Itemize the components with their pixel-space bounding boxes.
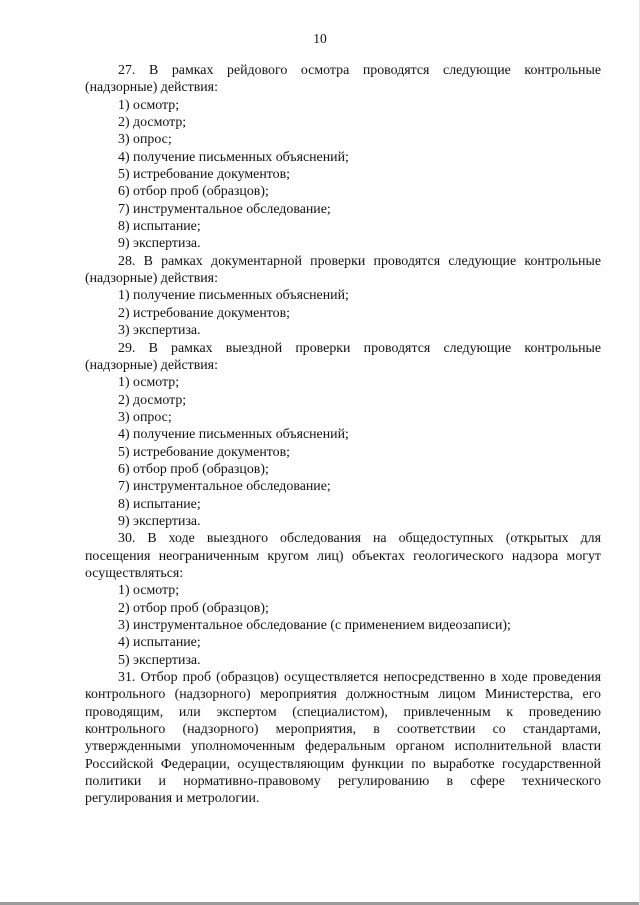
list-item: 2) досмотр; (118, 392, 187, 408)
paragraph-31: 31. Отбор проб (образцов) осуществляется непосредственно в ходе проведения контрольного (надзорного) мероприятия должностным лицом Министерства, его проводящим, или экспертом (специалистом), привлеченным к проведению контрольного (надзорного) мероприятия, в соответствии со стандартами, утвержденными уполномоченным федеральным органом исполнительной власти Российской Федерации, осуществляющим функции по выработке государственной политики и нормативно-правовому регулированию в сфере технического регулирования и метрологии. (85, 670, 601, 807)
list-item: 2) досмотр; (118, 115, 187, 131)
list-item: 4) получение письменных объяснений; (118, 427, 349, 443)
list-item: 3) опрос; (118, 409, 172, 425)
list-item: 1) получение письменных объяснений; (118, 288, 349, 304)
list-item: 2) истребование документов; (118, 305, 291, 321)
list-item: 8) испытание; (118, 219, 201, 235)
list-item: 1) осмотр; (118, 583, 180, 599)
list-item: 4) получение письменных объяснений; (118, 149, 349, 165)
document-body (85, 62, 601, 808)
list-item: 3) инструментальное обследование (с применением видеозаписи); (118, 618, 511, 633)
list-item: 5) экспертиза. (118, 652, 201, 668)
list-item: 9) экспертиза. (118, 236, 201, 252)
list-item: 6) отбор проб (образцов); (118, 461, 269, 477)
list-item: 5) истребование документов; (118, 167, 291, 183)
page-number: 10 (313, 31, 327, 46)
list-item: 6) отбор проб (образцов); (118, 184, 269, 200)
list-item: 2) отбор проб (образцов); (118, 600, 269, 616)
list-item: 7) инструментальное обследование; (118, 201, 331, 217)
list-item: 9) экспертиза. (118, 513, 201, 529)
list-item: 4) испытание; (118, 635, 201, 651)
paragraph-30: 30. В ходе выездного обследования на общедоступных (открытых для посещения неограниченным кругом лиц) объектах геологического надзора могут осуществляться: (85, 531, 601, 581)
list-item: 3) опрос; (118, 132, 172, 148)
list-item: 1) осмотр; (118, 375, 180, 391)
list-item: 8) испытание; (118, 496, 201, 512)
paragraph-27: 27. В рамках рейдового осмотра проводятся следующие контрольные (надзорные) действия: (85, 63, 601, 96)
paragraph-28: 28. В рамках документарной проверки проводятся следующие контрольные (надзорные) действия: (85, 253, 601, 287)
list-item: 3) экспертиза. (118, 323, 201, 339)
paragraph-29: 29. В рамках выездной проверки проводятся следующие контрольные (надзорные) действия: (85, 340, 601, 373)
list-item: 1) осмотр; (118, 97, 180, 113)
list-item: 5) истребование документов; (118, 444, 291, 460)
list-item: 7) инструментальное обследование; (118, 479, 331, 495)
